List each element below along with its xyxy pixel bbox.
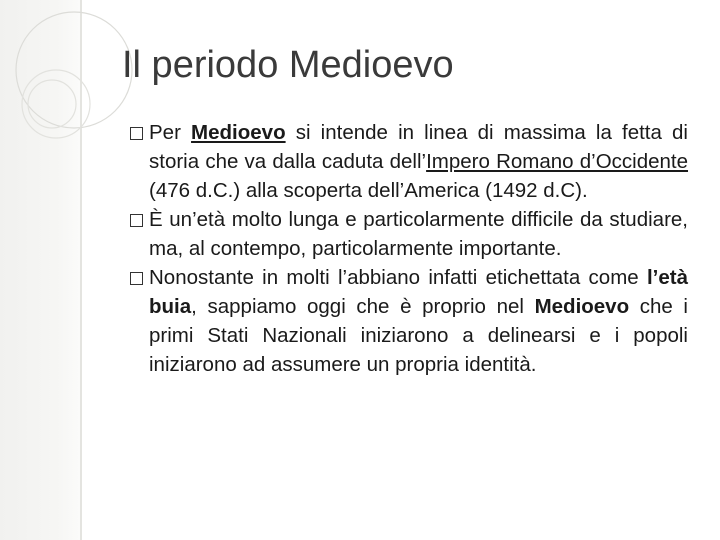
bullet-text-run: l’età buia	[149, 266, 688, 318]
bullet-text-run: Per	[149, 121, 192, 144]
square-bullet-icon	[130, 214, 143, 227]
slide-body	[130, 118, 688, 379]
bullet-text-run: Nonostante in molti l’abbiano infatti etichettata come	[149, 266, 647, 289]
bullet-text-run: Impero Romano d’Occidente	[426, 150, 689, 173]
bullet-text-run: È un’età molto lunga e particolarmente difficile da studiare, ma, al contempo, particolarmente importante.	[149, 208, 688, 260]
square-bullet-icon	[130, 127, 143, 140]
decorative-circle-large	[16, 12, 132, 128]
bullet-text-run: si intende in linea di massima la fetta di storia che va dalla caduta dell’	[149, 121, 688, 173]
bullet-text-run: Medioevo	[534, 295, 630, 318]
bullet-text-run: , sappiamo oggi che è proprio nel	[191, 295, 535, 318]
bullet-item	[130, 263, 688, 379]
bullet-text-run: (476 d.C.) alla scoperta dell’America (1492 d.C).	[149, 179, 588, 202]
bullet-item	[130, 118, 688, 205]
square-bullet-icon	[130, 272, 143, 285]
decorative-circle-small	[28, 80, 76, 128]
slide-title: Il periodo Medioevo	[122, 44, 454, 86]
bullet-item	[130, 205, 688, 263]
bullet-text-run: Medioevo	[191, 121, 286, 144]
bullet-text-run: che i primi Stati Nazionali iniziarono a delinearsi e i popoli iniziarono ad assumere un propria identità.	[149, 295, 688, 376]
